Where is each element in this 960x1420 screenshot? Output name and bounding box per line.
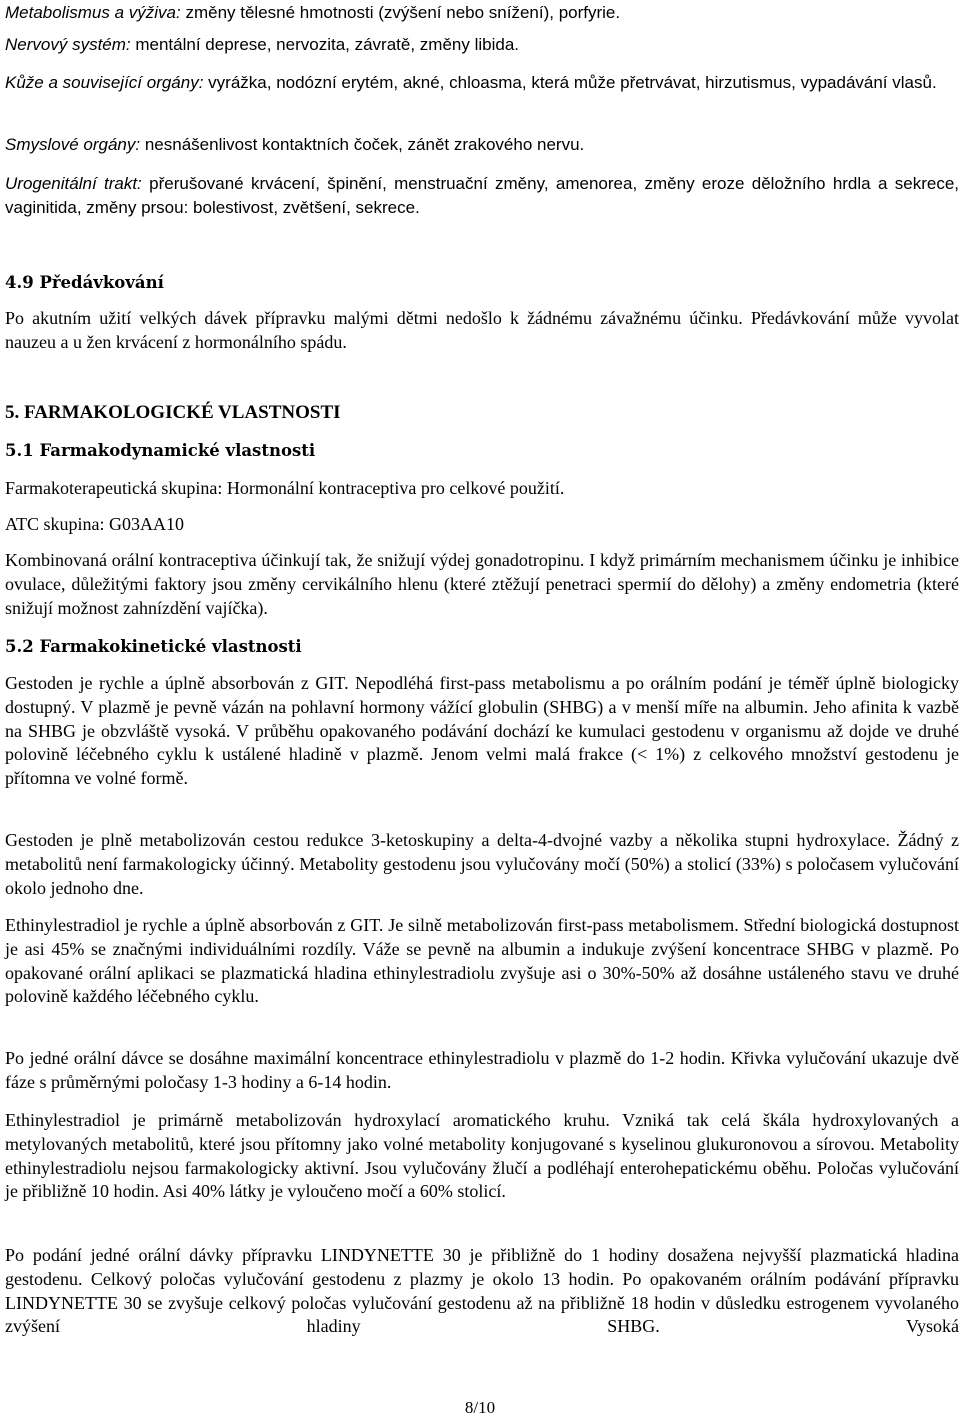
side-effect-text: přerušované krvácení, špinění, menstruační změny, amenorea, změny eroze děložního hrdla a sekrece, vaginitida, změny prsou: bolestivost, zvětšení, sekrece. <box>5 174 959 217</box>
section-4-9-text: Po akutním užití velkých dávek přípravku malými dětmi nedošlo k žádnému závažnému účinku. Předávkování může vyvolat nauzeu a u žen krvácení z hormonálního spádu. <box>5 308 959 352</box>
section-5-2-paragraph: Po jedné orální dávce se dosáhne maximální koncentrace ethinylestradiolu v plazmě do 1-2 hodin. Křivka vylučování ukazuje dvě fáze s průměrnými poločasy 1-3 hodiny a 6-14 hodin. <box>5 1048 959 1092</box>
atc-group: ATC skupina: G03AA10 <box>5 514 184 534</box>
therapeutic-group: Farmakoterapeutická skupina: Hormonální kontraceptiva pro celkové použití. <box>5 478 565 498</box>
side-effect-text: změny tělesné hmotnosti (zvýšení nebo snížení), porfyrie. <box>180 3 621 22</box>
section-5-2-heading: 5.2 Farmakokinetické vlastnosti <box>5 637 302 656</box>
section-5-2-paragraph: Ethinylestradiol je rychle a úplně absorbován z GIT. Je silně metabolizován first-pass metabolismem. Střední biologická dostupnost je asi 45% se značnými individuálními rozdíly. Váže se pevně na albumin a indukuje zvýšení koncentrace SHBG v plazmě. Po opakované orální aplikaci se plazmatická hladina ethinylestradiolu zvyšuje asi o 30%-50% až dosáhne ustáleného stavu ve druhé polovině každého léčebného cyklu. <box>5 915 959 1007</box>
section-5-2-paragraph: Gestoden je plně metabolizován cestou redukce 3-ketoskupiny a delta-4-dvojné vazby a několika stupni hydroxylace. Žádný z metabolitů není farmakologicky účinný. Metabolity gestodenu jsou vylučovány močí (50%) a stolicí (33%) s poločasem vylučování okolo jednoho dne. <box>5 830 959 898</box>
side-effect-term: Nervový systém: <box>5 35 131 54</box>
side-effect-term: Kůže a související orgány: <box>5 73 204 92</box>
section-5-heading: 5. FARMAKOLOGICKÉ VLASTNOSTI <box>5 402 341 423</box>
section-4-9-heading: 4.9 Předávkování <box>5 273 164 292</box>
side-effect-text: vyrážka, nodózní erytém, akné, chloasma, která může přetrvávat, hirzutismus, vypadávání vlasů. <box>203 73 937 92</box>
side-effect-nervous-system <box>5 33 959 57</box>
side-effect-urogenital <box>5 172 959 220</box>
section-5-1-text: Kombinovaná orální kontraceptiva účinkují tak, že snižují výdej gonadotropinu. I když primárním mechanismem účinku je inhibice ovulace, důležitými faktory jsou změny cervikálního hlenu (které ztěžují penetraci spermií do dělohy) a změny endometria (které snižují možnost zahnízdění vajíčka). <box>5 550 959 618</box>
side-effect-text: mentální deprese, nervozita, závratě, změny libida. <box>130 35 520 54</box>
side-effect-term: Metabolismus a výživa: <box>5 3 181 22</box>
side-effect-term: Smyslové orgány: <box>5 135 141 154</box>
section-5-1-heading: 5.1 Farmakodynamické vlastnosti <box>5 441 316 460</box>
side-effect-skin <box>5 71 959 95</box>
side-effect-sensory-organs <box>5 133 959 157</box>
section-5-2-paragraph: Gestoden je rychle a úplně absorbován z GIT. Nepodléhá first-pass metabolismu a po orálním podání je téměř úplně biologicky dostupný. V plazmě je pevně vázán na pohlavní hormony vážící globulin (SHBG) a v menší míře na albumin. Jeho afinita k vazbě na SHBG je obzvláště vysoká. V průběhu opakovaného podávání dochází ke kumulaci gestodenu v organismu až dojde ve druhé polovině léčebného cyklu k ustálené hladině v plazmě. Jenom velmi malá frakce (< 1%) z celkového množství gestodenu je přítomna ve volné formě. <box>5 673 959 789</box>
side-effect-text: nesnášenlivost kontaktních čoček, zánět zrakového nervu. <box>140 135 585 154</box>
side-effect-term: Urogenitální trakt: <box>5 174 142 193</box>
side-effect-metabolism <box>5 1 959 25</box>
section-5-2-paragraph: Po podání jedné orální dávky přípravku LINDYNETTE 30 je přibližně do 1 hodiny dosažena nejvyšší plazmatická hladina gestodenu. Celkový poločas vylučování gestodenu z plazmy je okolo 13 hodin. Po opakovaném orálním podávání přípravku LINDYNETTE 30 se zvyšuje celkový poločas vylučování gestodenu až na přibližně 18 hodin v důsledku estrogenem vyvolaného zvýšení hladiny SHBG. Vysoká <box>5 1245 959 1337</box>
page-number: 8/10 <box>464 1398 496 1417</box>
section-5-2-paragraph: Ethinylestradiol je primárně metabolizován hydroxylací aromatického kruhu. Vzniká tak celá škála hydroxylovaných a metylovaných metabolitů, které jsou přítomny jako volné metabolity konjugované s kyselinou glukuronovou a sírovou. Metabolity ethinylestradiolu nejsou farmakologicky aktivní. Jsou vylučovány žlučí a podléhají enterohepatickému oběhu. Poločas vylučování je přibližně 10 hodin. Asi 40% látky je vyloučeno močí a 60% stolicí. <box>5 1110 959 1202</box>
